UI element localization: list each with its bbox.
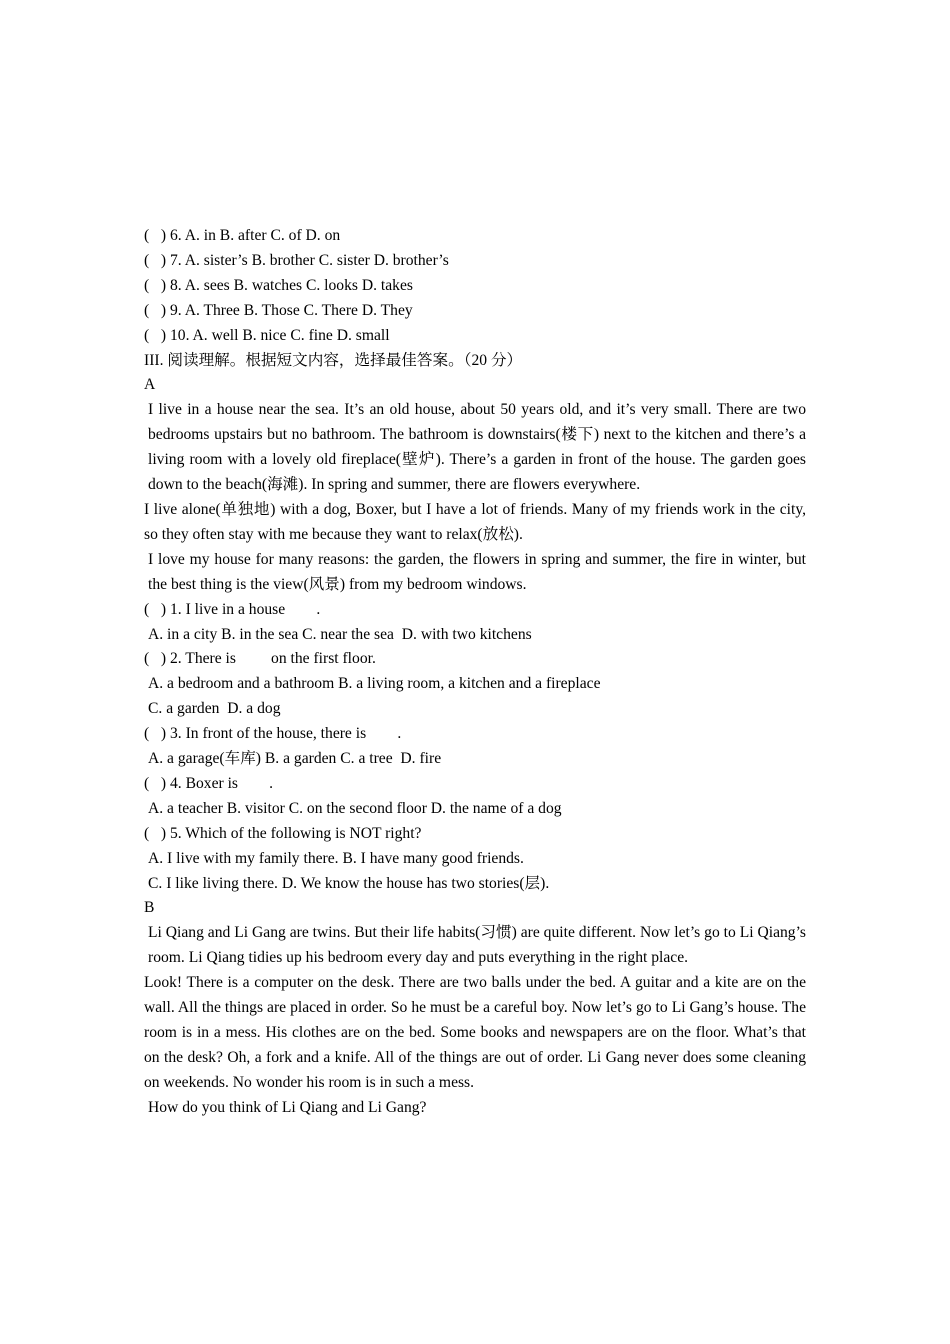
passage-a-questions xyxy=(144,598,806,897)
question-3-options: A. a garage(车库) B. a garden C. a tree D. fire xyxy=(148,750,442,768)
question-5-options-line-2: C. I like living there. D. We know the house has two stories(层). xyxy=(148,874,550,892)
question-4-options: A. a teacher B. visitor C. on the second floor D. the name of a dog xyxy=(148,799,562,817)
passage-a-label: A xyxy=(144,376,156,394)
question-4: ( ) 4. Boxer is . xyxy=(144,774,274,792)
question-2: ( ) 2. There is on the first floor. xyxy=(144,650,376,668)
question-5: ( ) 5. Which of the following is NOT right? xyxy=(144,824,422,842)
passage-b-label: B xyxy=(144,899,155,917)
document-content xyxy=(144,224,806,1121)
cloze-option-9: ( ) 9. A. Three B. Those C. There D. They xyxy=(144,301,413,319)
passage-b-paragraph-1: Li Qiang and Li Gang are twins. But their life habits(习惯) are quite different. Now let’s go to Li Qiang’s room. Li Qiang tidies up his bedroom every day and puts everything in the right place. xyxy=(148,924,806,967)
question-1: ( ) 1. I live in a house . xyxy=(144,600,321,618)
cloze-option-7: ( ) 7. A. sister’s B. brother C. sister D. brother’s xyxy=(144,251,449,269)
passage-a-paragraph-3: I love my house for many reasons: the garden, the flowers in spring and summer, the fire in winter, but the best thing is the view(风景) from my bedroom windows. xyxy=(148,550,806,593)
cloze-option-8: ( ) 8. A. sees B. watches C. looks D. takes xyxy=(144,276,413,294)
cloze-option-6: ( ) 6. A. in B. after C. of D. on xyxy=(144,227,341,244)
passage-a xyxy=(144,373,806,896)
passage-b-paragraph-3: How do you think of Li Qiang and Li Gang? xyxy=(148,1098,427,1116)
question-2-options-line-2: C. a garden D. a dog xyxy=(148,700,281,718)
question-2-options-line-1: A. a bedroom and a bathroom B. a living room, a kitchen and a fireplace xyxy=(148,675,601,693)
question-1-options: A. in a city B. in the sea C. near the sea D. with two kitchens xyxy=(148,625,532,643)
question-3: ( ) 3. In front of the house, there is . xyxy=(144,725,402,743)
passage-a-paragraph-2: I live alone(单独地) with a dog, Boxer, but I have a lot of friends. Many of my friends work in the city, so they often stay with me because they want to relax(放松). xyxy=(144,500,806,543)
passage-b xyxy=(144,896,806,1120)
cloze-options xyxy=(144,224,806,349)
question-5-options-line-1: A. I live with my family there. B. I have many good friends. xyxy=(148,849,524,867)
passage-b-paragraph-2: Look! There is a computer on the desk. There are two balls under the bed. A guitar and a kite are on the wall. All the things are placed in order. So he must be a careful boy. Now let’s go to Li Gang’s house. The room is in a mess. His clothes are on the bed. Some books and newspapers are on the floor. What’s that on the desk? Oh, a fork and a knife. All of the things are out of order. Li Gang never does some cleaning on weekends. No wonder his room is in such a mess. xyxy=(144,974,806,1091)
section-heading: III. 阅读理解。根据短文内容，选择最佳答案。（20 分） xyxy=(144,351,523,369)
cloze-option-10: ( ) 10. A. well B. nice C. fine D. small xyxy=(144,326,390,344)
passage-a-paragraph-1: I live in a house near the sea. It’s an old house, about 50 years old, and it’s very small. There are two bedrooms upstairs but no bathroom. The bathroom is downstairs(楼下) next to the kitchen and there’s a living room with a lovely old fireplace(壁炉). There’s a garden in front of the house. The garden goes down to the beach(海滩). In spring and summer, there are flowers everywhere. xyxy=(148,401,806,494)
